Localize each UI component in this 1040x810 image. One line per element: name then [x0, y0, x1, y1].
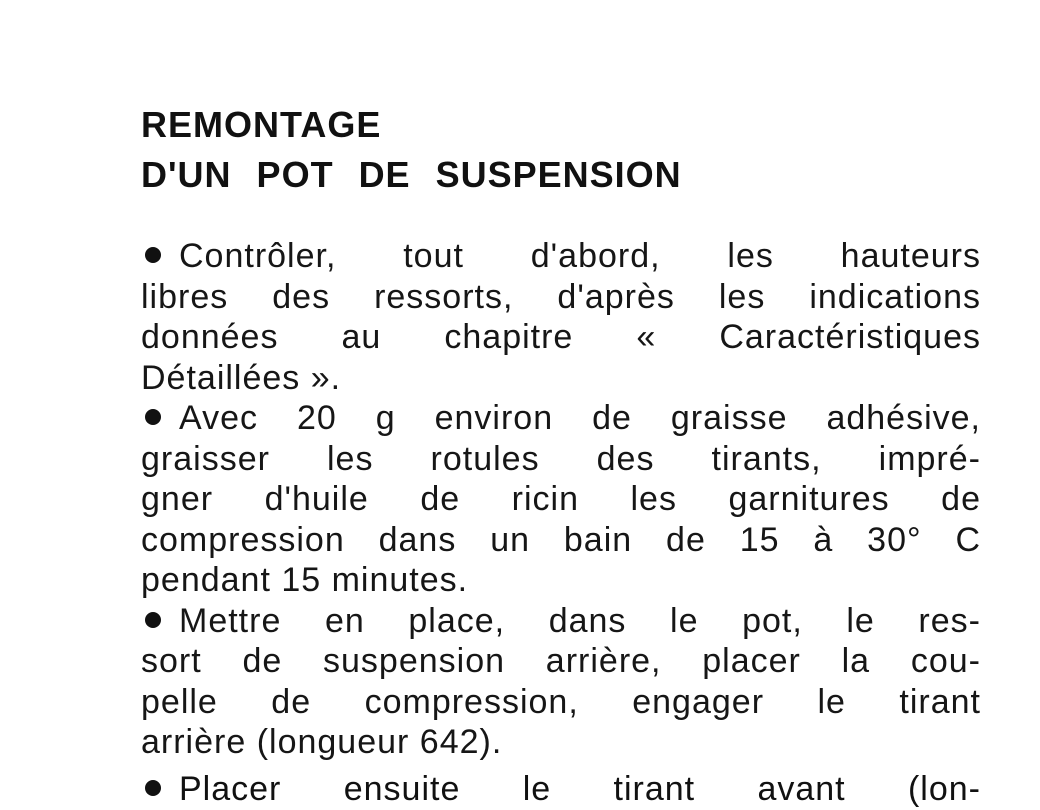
paragraph-1-line-1: Contrôler, tout d'abord, les hauteurs — [141, 236, 981, 277]
instructions-body — [141, 236, 981, 763]
paragraph-2-line-3: gner d'huile de ricin les garnitures de — [141, 480, 981, 518]
paragraph-1-line-3: données au chapitre « Caractéristiques — [141, 318, 981, 356]
cut-off-line-container — [141, 770, 981, 808]
paragraph-3-line-2: sort de suspension arrière, placer la cou- — [141, 642, 981, 680]
section-heading — [141, 100, 1001, 200]
paragraph-2-line-4: compression dans un bain de 15 à 30° C — [141, 520, 981, 559]
paragraph-2-line-1: Avec 20 g environ de graisse adhésive, — [141, 398, 981, 439]
bullet-dot-icon — [145, 612, 161, 628]
bullet-dot-icon — [145, 247, 161, 263]
paragraph-2-line-2: graisser les rotules des tirants, impré- — [141, 439, 981, 478]
paragraph-1-line-4: Détaillées ». — [141, 358, 342, 397]
heading-line-2: D'UN POT DE SUSPENSION — [141, 154, 682, 195]
paragraph-4-line-1: Placer ensuite le tirant avant (lon- — [141, 770, 981, 810]
paragraph-3-line-1: Mettre en place, dans le pot, le res- — [141, 601, 981, 642]
paragraph-3-line-4: arrière (longueur 642). — [141, 723, 503, 761]
bullet-dot-icon — [145, 409, 161, 425]
paragraph-3-line-3: pelle de compression, engager le tirant — [141, 682, 981, 721]
paragraph-2-line-5: pendant 15 minutes. — [141, 561, 469, 599]
bullet-dot-icon — [145, 780, 161, 796]
heading-line-1: REMONTAGE — [141, 104, 382, 145]
paragraph-1-line-2: libres des ressorts, d'après les indications — [141, 277, 981, 316]
